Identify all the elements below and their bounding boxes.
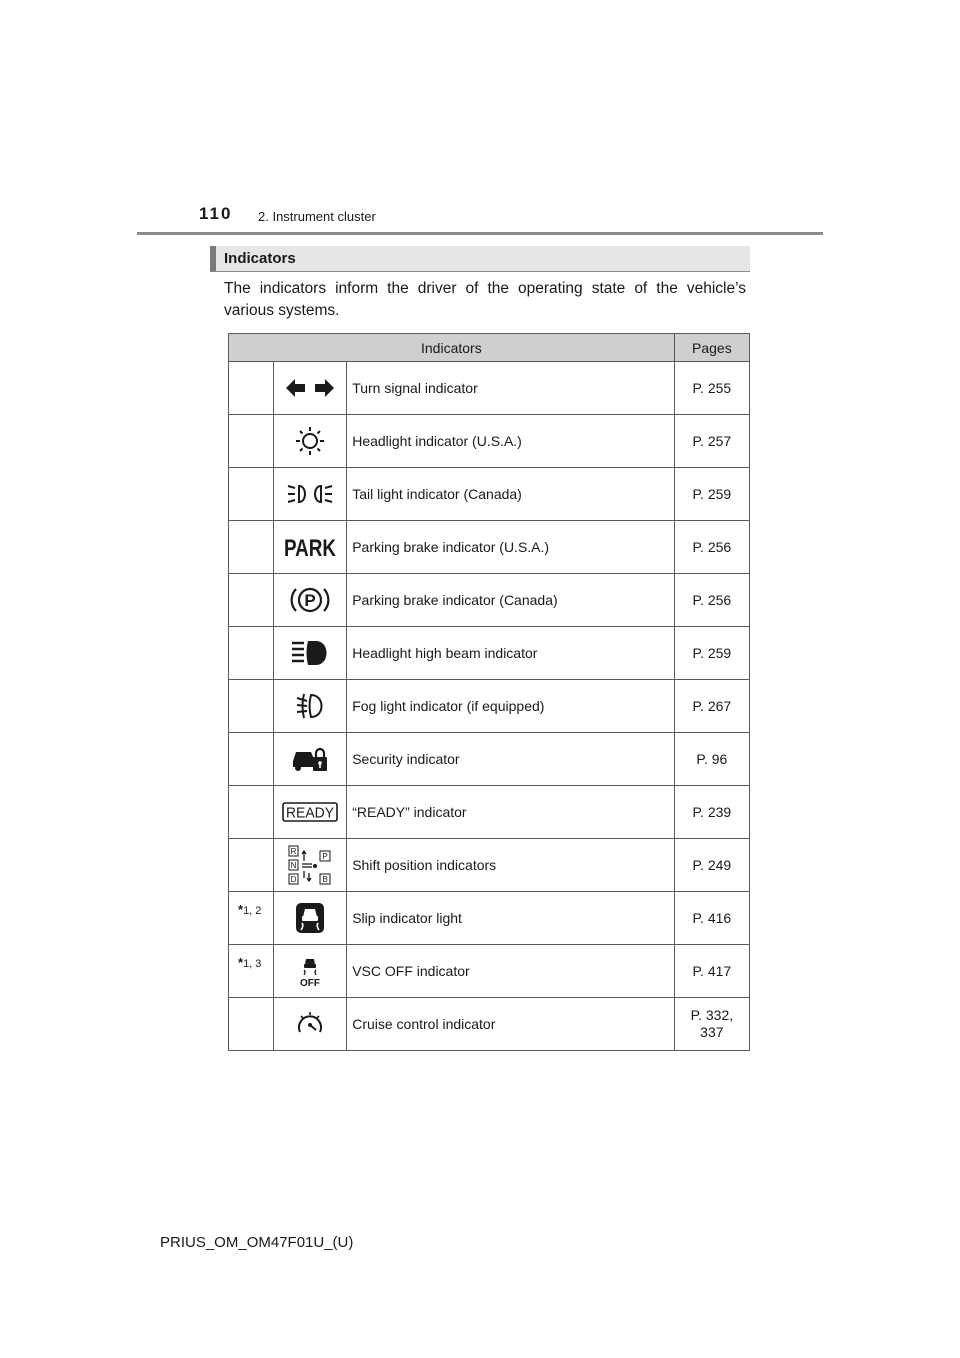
indicator-name: Security indicator bbox=[347, 733, 675, 786]
page-number: 110 bbox=[199, 204, 233, 223]
icon-cell bbox=[273, 415, 347, 468]
slip-indicator-icon bbox=[295, 902, 325, 934]
page-ref: P. 417 bbox=[674, 945, 749, 998]
footnote-ref: 1, 3 bbox=[243, 958, 262, 970]
note-cell bbox=[229, 627, 274, 680]
parking-brake-p-icon bbox=[290, 583, 330, 617]
note-cell bbox=[229, 362, 274, 415]
pages-column-header: Pages bbox=[674, 334, 749, 362]
fog-light-icon bbox=[295, 692, 325, 720]
indicator-name: Headlight high beam indicator bbox=[347, 627, 675, 680]
table-row bbox=[229, 786, 750, 839]
icon-cell bbox=[273, 627, 347, 680]
icon-cell bbox=[273, 945, 347, 998]
section-heading bbox=[210, 246, 750, 272]
page-ref: P. 416 bbox=[674, 892, 749, 945]
icon-cell bbox=[273, 733, 347, 786]
page-ref: P. 259 bbox=[674, 468, 749, 521]
page-ref: P. 256 bbox=[674, 521, 749, 574]
cruise-control-icon bbox=[295, 1010, 325, 1038]
section-heading-text: Indicators bbox=[224, 250, 296, 267]
asterisk-mark: * bbox=[238, 955, 244, 970]
footnote-ref: 1, 2 bbox=[243, 905, 262, 917]
high-beam-icon bbox=[290, 640, 330, 666]
footer-doc-id: PRIUS_OM_OM47F01U_(U) bbox=[160, 1234, 354, 1251]
table-row bbox=[229, 839, 750, 892]
table-row bbox=[229, 574, 750, 627]
page-ref: P. 267 bbox=[674, 680, 749, 733]
indicator-name: Tail light indicator (Canada) bbox=[347, 468, 675, 521]
table-row bbox=[229, 733, 750, 786]
ready-icon bbox=[282, 801, 338, 823]
indicator-name: Parking brake indicator (Canada) bbox=[347, 574, 675, 627]
note-cell bbox=[229, 415, 274, 468]
icon-cell bbox=[273, 680, 347, 733]
note-cell bbox=[229, 733, 274, 786]
note-cell bbox=[229, 521, 274, 574]
icon-cell bbox=[273, 521, 347, 574]
page-ref: P. 256 bbox=[674, 574, 749, 627]
page-ref: P. 257 bbox=[674, 415, 749, 468]
svg-text:READY: READY bbox=[285, 804, 334, 822]
icon-cell bbox=[273, 362, 347, 415]
chapter-title: 2. Instrument cluster bbox=[258, 209, 376, 224]
svg-text:PARK: PARK bbox=[283, 535, 337, 562]
table-row bbox=[229, 892, 750, 945]
svg-text:R: R bbox=[290, 847, 297, 856]
headlight-indicator-icon bbox=[293, 425, 327, 457]
page-ref: P. 96 bbox=[674, 733, 749, 786]
page-ref: P. 255 bbox=[674, 362, 749, 415]
svg-text:P: P bbox=[322, 852, 328, 861]
table-row bbox=[229, 468, 750, 521]
vsc-off-icon bbox=[295, 954, 325, 988]
table-row bbox=[229, 521, 750, 574]
indicator-name: VSC OFF indicator bbox=[347, 945, 675, 998]
table-row bbox=[229, 627, 750, 680]
page-ref: P. 239 bbox=[674, 786, 749, 839]
indicator-name: “READY” indicator bbox=[347, 786, 675, 839]
indicator-name: Slip indicator light bbox=[347, 892, 675, 945]
table-row bbox=[229, 362, 750, 415]
note-cell bbox=[229, 574, 274, 627]
page-ref-line2: 337 bbox=[700, 1024, 724, 1040]
page-ref: P. 259 bbox=[674, 627, 749, 680]
indicator-name: Shift position indicators bbox=[347, 839, 675, 892]
page-ref bbox=[674, 998, 749, 1051]
note-cell bbox=[229, 786, 274, 839]
icon-cell bbox=[273, 998, 347, 1051]
note-cell bbox=[229, 680, 274, 733]
note-cell bbox=[229, 468, 274, 521]
note-cell bbox=[229, 945, 274, 998]
indicator-name: Cruise control indicator bbox=[347, 998, 675, 1051]
shift-position-icon bbox=[287, 845, 333, 885]
icon-cell bbox=[273, 839, 347, 892]
table-header-row bbox=[229, 334, 750, 362]
indicator-name: Parking brake indicator (U.S.A.) bbox=[347, 521, 675, 574]
turn-signal-icon bbox=[285, 377, 335, 399]
table-row bbox=[229, 945, 750, 998]
table-row bbox=[229, 998, 750, 1051]
page-ref: P. 249 bbox=[674, 839, 749, 892]
indicator-name: Turn signal indicator bbox=[347, 362, 675, 415]
park-text-icon bbox=[282, 534, 338, 560]
note-cell bbox=[229, 892, 274, 945]
svg-text:P: P bbox=[304, 591, 316, 610]
page-ref-line1: P. 332, bbox=[690, 1007, 734, 1023]
note-cell bbox=[229, 839, 274, 892]
note-cell bbox=[229, 998, 274, 1051]
svg-text:N: N bbox=[290, 861, 297, 870]
tail-light-icon bbox=[286, 481, 334, 507]
security-lock-car-icon bbox=[291, 745, 329, 773]
svg-text:D: D bbox=[290, 875, 297, 884]
svg-text:OFF: OFF bbox=[299, 978, 320, 989]
icon-cell bbox=[273, 786, 347, 839]
table-row bbox=[229, 415, 750, 468]
icon-cell bbox=[273, 468, 347, 521]
header-rule bbox=[137, 232, 823, 235]
svg-text:B: B bbox=[322, 875, 328, 884]
table-row bbox=[229, 680, 750, 733]
icon-cell bbox=[273, 574, 347, 627]
icon-cell bbox=[273, 892, 347, 945]
indicator-name: Headlight indicator (U.S.A.) bbox=[347, 415, 675, 468]
indicators-column-header: Indicators bbox=[229, 334, 675, 362]
intro-paragraph: The indicators inform the driver of the operating state of the vehicle’s various systems. bbox=[224, 280, 746, 319]
indicator-name: Fog light indicator (if equipped) bbox=[347, 680, 675, 733]
asterisk-mark: * bbox=[238, 902, 244, 917]
indicators-table bbox=[228, 333, 750, 1051]
